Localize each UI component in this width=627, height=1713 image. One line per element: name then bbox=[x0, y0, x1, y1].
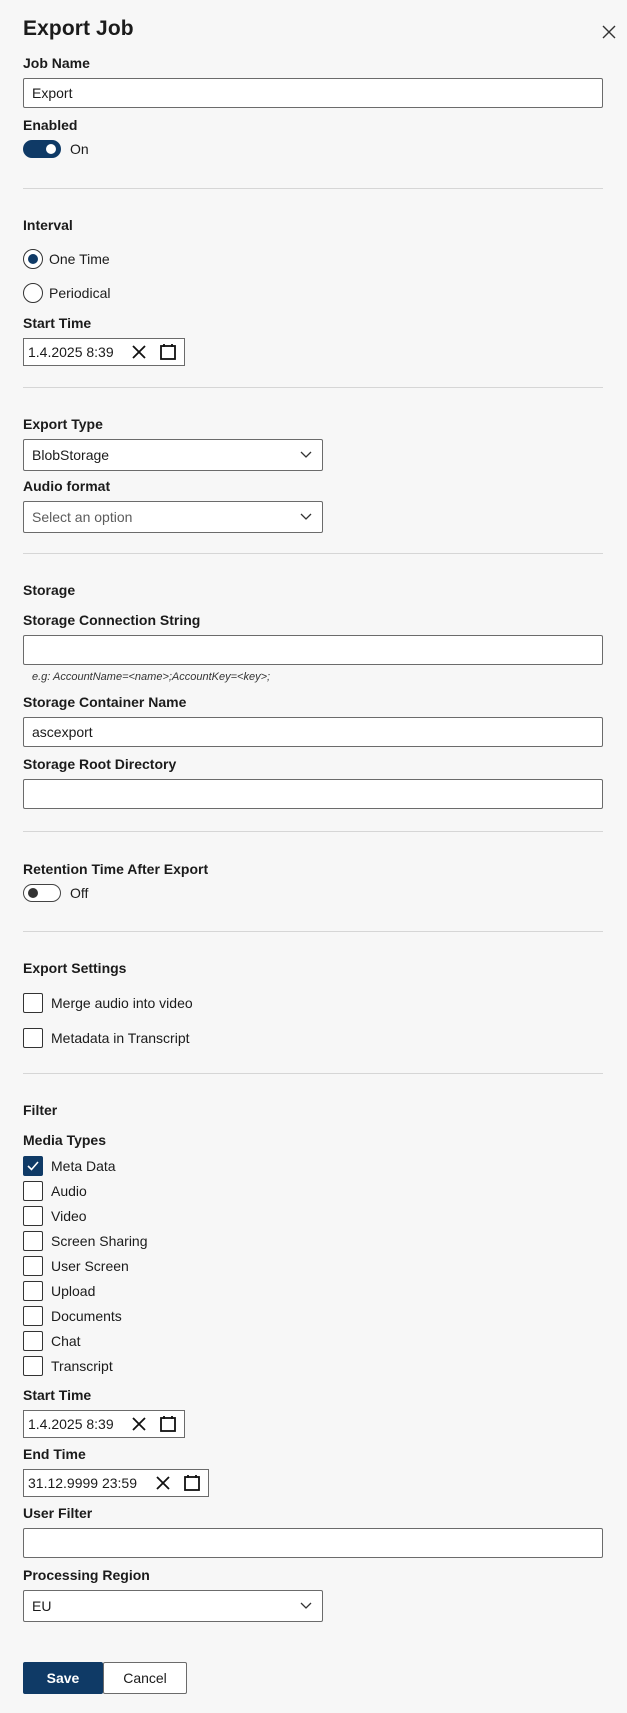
clear-filter-end-button[interactable] bbox=[154, 1474, 172, 1492]
filter-start-time-picker[interactable] bbox=[23, 1410, 185, 1438]
toggle-knob bbox=[46, 144, 56, 154]
media-type-label: Video bbox=[51, 1208, 87, 1224]
filter-start-time-label: Start Time bbox=[23, 1387, 92, 1403]
radio-one-time[interactable] bbox=[23, 249, 43, 269]
media-type-label: Meta Data bbox=[51, 1158, 116, 1174]
media-type-label: Transcript bbox=[51, 1358, 113, 1374]
checkbox-meta-data[interactable] bbox=[23, 1156, 43, 1176]
audio-format-placeholder: Select an option bbox=[32, 509, 133, 525]
interval-heading: Interval bbox=[23, 217, 73, 233]
checkbox-user-screen[interactable] bbox=[23, 1256, 43, 1276]
retention-state: Off bbox=[70, 885, 89, 901]
storage-connection-hint: e.g: AccountName=<name>;AccountKey=<key>; bbox=[32, 671, 271, 683]
start-time-label: Start Time bbox=[23, 315, 92, 331]
user-filter-label: User Filter bbox=[23, 1505, 93, 1521]
checkbox-merge-audio[interactable] bbox=[23, 993, 43, 1013]
panel-title: Export Job bbox=[23, 17, 134, 40]
close-button[interactable] bbox=[599, 22, 619, 42]
job-name-label: Job Name bbox=[23, 55, 90, 71]
audio-format-select[interactable] bbox=[23, 501, 323, 533]
toggle-knob bbox=[28, 888, 38, 898]
filter-end-calendar-button[interactable] bbox=[183, 1474, 201, 1492]
filter-heading: Filter bbox=[23, 1102, 58, 1118]
divider bbox=[23, 831, 603, 832]
radio-periodical-label: Periodical bbox=[49, 285, 111, 301]
filter-start-time-value: 1.4.2025 8:39 bbox=[28, 1416, 114, 1432]
storage-heading: Storage bbox=[23, 582, 76, 598]
media-type-label: Documents bbox=[51, 1308, 122, 1324]
media-type-label: Chat bbox=[51, 1333, 81, 1349]
clear-filter-start-button[interactable] bbox=[130, 1415, 148, 1433]
checkbox-transcript[interactable] bbox=[23, 1356, 43, 1376]
enabled-state: On bbox=[70, 141, 89, 157]
processing-region-select[interactable] bbox=[23, 1590, 323, 1622]
storage-container-label: Storage Container Name bbox=[23, 694, 187, 710]
media-type-label: Screen Sharing bbox=[51, 1233, 148, 1249]
chevron-down-icon bbox=[300, 1602, 312, 1610]
filter-end-time-label: End Time bbox=[23, 1446, 86, 1462]
storage-connection-input[interactable] bbox=[23, 635, 603, 665]
enabled-toggle[interactable] bbox=[23, 140, 61, 158]
checkbox-audio[interactable] bbox=[23, 1181, 43, 1201]
job-name-input[interactable]: Export bbox=[23, 78, 603, 108]
user-filter-input[interactable] bbox=[23, 1528, 603, 1558]
close-icon bbox=[599, 22, 619, 42]
retention-label: Retention Time After Export bbox=[23, 861, 209, 877]
clear-icon bbox=[154, 1474, 172, 1492]
divider bbox=[23, 931, 603, 932]
checkbox-video[interactable] bbox=[23, 1206, 43, 1226]
checkbox-metadata-transcript-label: Metadata in Transcript bbox=[51, 1030, 190, 1046]
checkbox-upload[interactable] bbox=[23, 1281, 43, 1301]
enabled-label: Enabled bbox=[23, 117, 78, 133]
chevron-down-icon bbox=[300, 451, 312, 459]
start-time-value: 1.4.2025 8:39 bbox=[28, 344, 114, 360]
clear-icon bbox=[130, 343, 148, 361]
media-type-label: Upload bbox=[51, 1283, 96, 1299]
chevron-down-icon bbox=[300, 513, 312, 521]
save-button[interactable]: Save bbox=[23, 1662, 103, 1694]
checkbox-chat[interactable] bbox=[23, 1331, 43, 1351]
media-type-label: User Screen bbox=[51, 1258, 129, 1274]
checkmark-icon bbox=[26, 1159, 40, 1173]
checkbox-merge-audio-label: Merge audio into video bbox=[51, 995, 193, 1011]
export-type-label: Export Type bbox=[23, 416, 103, 432]
divider bbox=[23, 1073, 603, 1074]
storage-root-label: Storage Root Directory bbox=[23, 756, 177, 772]
calendar-icon bbox=[159, 343, 177, 361]
divider bbox=[23, 387, 603, 388]
calendar-icon bbox=[183, 1474, 201, 1492]
start-time-picker[interactable] bbox=[23, 338, 185, 366]
media-types-label: Media Types bbox=[23, 1132, 106, 1148]
radio-one-time-label: One Time bbox=[49, 251, 110, 267]
checkbox-documents[interactable] bbox=[23, 1306, 43, 1326]
retention-toggle[interactable] bbox=[23, 884, 61, 902]
filter-start-calendar-button[interactable] bbox=[159, 1415, 177, 1433]
calendar-icon bbox=[159, 1415, 177, 1433]
start-time-calendar-button[interactable] bbox=[159, 343, 177, 361]
media-type-label: Audio bbox=[51, 1183, 87, 1199]
filter-end-time-value: 31.12.9999 23:59 bbox=[28, 1475, 137, 1491]
cancel-button[interactable]: Cancel bbox=[103, 1662, 187, 1694]
filter-end-time-picker[interactable] bbox=[23, 1469, 209, 1497]
checkbox-screen-sharing[interactable] bbox=[23, 1231, 43, 1251]
clear-start-time-button[interactable] bbox=[130, 343, 148, 361]
export-settings-heading: Export Settings bbox=[23, 960, 127, 976]
clear-icon bbox=[130, 1415, 148, 1433]
storage-root-input[interactable] bbox=[23, 779, 603, 809]
storage-connection-label: Storage Connection String bbox=[23, 612, 201, 628]
processing-region-label: Processing Region bbox=[23, 1567, 150, 1583]
divider bbox=[23, 553, 603, 554]
divider bbox=[23, 188, 603, 189]
audio-format-label: Audio format bbox=[23, 478, 111, 494]
storage-container-input[interactable]: ascexport bbox=[23, 717, 603, 747]
export-type-value: BlobStorage bbox=[32, 447, 110, 463]
checkbox-metadata-transcript[interactable] bbox=[23, 1028, 43, 1048]
radio-periodical[interactable] bbox=[23, 283, 43, 303]
processing-region-value: EU bbox=[32, 1598, 52, 1614]
export-type-select[interactable] bbox=[23, 439, 323, 471]
